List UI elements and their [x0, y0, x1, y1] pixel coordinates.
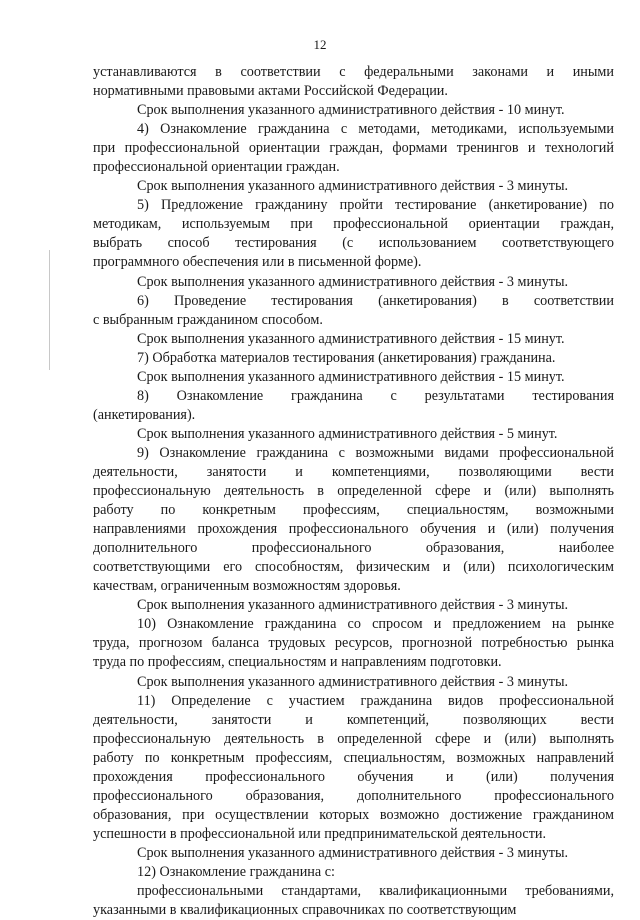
text-line: Срок выполнения указанного административного действия - 10 минут. — [137, 102, 565, 119]
text-line: успешности в профессиональной или предпринимательской деятельности. — [93, 825, 547, 842]
paragraph — [93, 177, 614, 196]
text-line: Срок выполнения указанного административного действия - 3 минуты. — [137, 844, 569, 861]
text-line: прохождения профессионального обучения и (или) получения — [93, 768, 614, 785]
paragraph — [93, 120, 614, 177]
document-body — [93, 63, 614, 920]
text-line: (анкетирования). — [93, 406, 196, 423]
text-line: методикам, используемым при профессиональной ориентации граждан, — [93, 216, 614, 233]
text-line: Срок выполнения указанного административного действия - 3 минуты. — [137, 178, 569, 195]
text-line: с выбранным гражданином способом. — [93, 311, 323, 328]
text-line: профессионального образования, дополнительного профессионального — [93, 787, 614, 804]
text-line: профессиональную деятельность в определенной сфере и (или) выполнять — [93, 483, 614, 500]
paragraph — [93, 863, 614, 882]
paragraph — [93, 882, 614, 920]
text-line: 11) Определение с участием гражданина видов профессиональной — [137, 692, 614, 709]
scan-edge-mark — [49, 250, 50, 370]
text-line: деятельности, занятости и компетенций, позволяющих вести — [93, 711, 614, 728]
text-line: качествам, ограниченным возможностям здоровья. — [93, 578, 401, 595]
paragraph — [93, 615, 614, 672]
text-line: Срок выполнения указанного административного действия - 15 минут. — [137, 330, 565, 347]
paragraph — [93, 196, 614, 272]
paragraph — [93, 63, 614, 101]
paragraph — [93, 349, 614, 368]
paragraph — [93, 844, 614, 863]
text-line: профессиональной ориентации граждан. — [93, 159, 340, 176]
text-line: при профессиональной ориентации граждан, формами тренингов и технологий — [93, 140, 614, 157]
text-line: дополнительного профессионального образования, наиболее — [93, 540, 614, 557]
text-line: Срок выполнения указанного административного действия - 3 минуты. — [137, 597, 569, 614]
text-line: Срок выполнения указанного административного действия - 3 минуты. — [137, 673, 569, 690]
text-line: 4) Ознакомление гражданина с методами, методиками, используемыми — [137, 121, 614, 138]
text-line: устанавливаются в соответствии с федеральными законами и иными — [93, 64, 614, 80]
text-line: выбрать способ тестирования (с использованием соответствующего — [93, 235, 614, 252]
paragraph — [93, 330, 614, 349]
paragraph — [93, 692, 614, 844]
text-line: 5) Предложение гражданину пройти тестирование (анкетирование) по — [137, 197, 614, 214]
paragraph — [93, 101, 614, 120]
text-line: труда по профессиям, специальностям и направлениям подготовки. — [93, 654, 502, 671]
paragraph — [93, 368, 614, 387]
page-number: 12 — [313, 37, 327, 52]
paragraph — [93, 596, 614, 615]
text-line: 8) Ознакомление гражданина с результатами тестирования — [137, 387, 614, 404]
paragraph — [93, 444, 614, 596]
text-line: 12) Ознакомление гражданина с: — [137, 863, 335, 880]
paragraph — [93, 673, 614, 692]
text-line: 7) Обработка материалов тестирования (анкетирования) гражданина. — [137, 349, 556, 366]
text-line: нормативными правовыми актами Российской Федерации. — [93, 83, 448, 100]
paragraph — [93, 292, 614, 330]
text-line: Срок выполнения указанного административного действия - 15 минут. — [137, 368, 565, 385]
text-line: 10) Ознакомление гражданина со спросом и предложением на рынке — [137, 616, 614, 633]
text-line: программного обеспечения или в письменной форме). — [93, 254, 422, 271]
paragraph — [93, 387, 614, 425]
text-line: работу по конкретным профессиям, специальностям, возможными — [93, 502, 614, 519]
text-line: деятельности, занятости и компетенциями, позволяющими вести — [93, 463, 614, 480]
paragraph — [93, 425, 614, 444]
text-line: 6) Проведение тестирования (анкетирования) в соответствии — [137, 292, 614, 309]
text-line: профессиональными стандартами, квалификационными требованиями, — [137, 883, 614, 900]
text-line: Срок выполнения указанного административного действия - 5 минут. — [137, 425, 558, 442]
text-line: профессиональную деятельность в определенной сфере и (или) выполнять — [93, 730, 614, 747]
paragraph — [93, 273, 614, 292]
text-line: образования, при осуществлении которых возможно достижение гражданином — [93, 806, 614, 823]
text-line: указанными в квалификационных справочниках по соответствующим — [93, 902, 517, 919]
text-line: направлениями прохождения профессионального обучения и (или) получения — [93, 521, 614, 538]
text-line: Срок выполнения указанного административного действия - 3 минуты. — [137, 273, 569, 290]
text-line: труда, прогнозом баланса трудовых ресурсов, прогнозной потребностью рынка — [93, 635, 614, 652]
text-line: 9) Ознакомление гражданина с возможными видами профессиональной — [137, 444, 614, 461]
text-line: работу по конкретным профессиям, специальностям, возможных направлений — [93, 749, 614, 766]
text-line: соответствующими его способностям, физическим и (или) психологическим — [93, 559, 614, 576]
